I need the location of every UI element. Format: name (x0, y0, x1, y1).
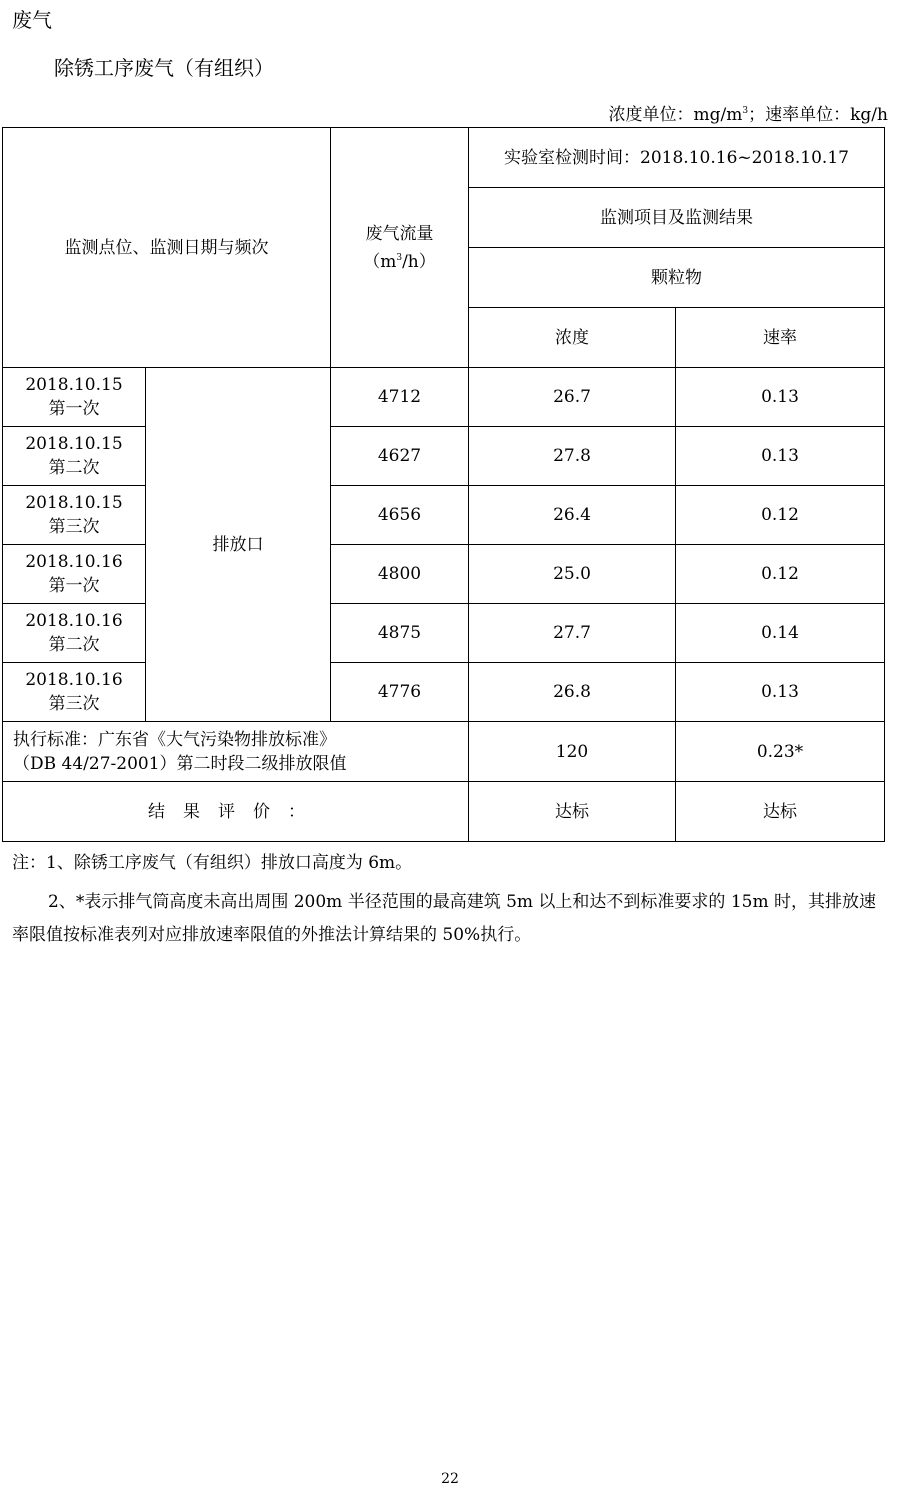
units-sup: 3 (742, 106, 749, 116)
monitoring-table (2, 127, 885, 842)
header-point-date-freq: 监测点位、监测日期与频次 (3, 128, 331, 368)
standard-line-1: 执行标准：广东省《大气污染物排放标准》 (13, 729, 336, 750)
row-date: 2018.10.15 (25, 375, 123, 395)
date-freq-cell (3, 663, 146, 722)
header-items-results: 监测项目及监测结果 (469, 188, 885, 248)
location-cell: 排放口 (146, 368, 331, 722)
header-flow-unit (331, 246, 468, 274)
row-freq: 第三次 (48, 517, 100, 537)
rate-cell: 0.13 (676, 427, 885, 486)
header-rate: 速率 (676, 308, 885, 368)
header-concentration: 浓度 (469, 308, 676, 368)
evaluation-label: 结果评价： (3, 782, 469, 842)
table-row (3, 368, 885, 427)
row-date: 2018.10.16 (25, 611, 123, 631)
table-row (3, 545, 885, 604)
units-note (609, 100, 888, 125)
table-row (3, 663, 885, 722)
units-prefix: 浓度单位：mg/m (608, 105, 743, 125)
conc-cell: 27.7 (469, 604, 676, 663)
conc-cell: 26.8 (469, 663, 676, 722)
row-freq: 第三次 (48, 694, 100, 714)
page-number: 22 (441, 1471, 459, 1487)
rate-cell: 0.13 (676, 663, 885, 722)
flow-unit-b: /h） (402, 251, 436, 272)
row-date: 2018.10.16 (25, 670, 123, 690)
flow-cell: 4875 (331, 604, 469, 663)
conc-cell: 26.7 (469, 368, 676, 427)
units-suffix: ；速率单位：kg/h (748, 105, 888, 125)
standard-conc-limit: 120 (469, 722, 676, 782)
flow-cell: 4776 (331, 663, 469, 722)
section-title: 废气 (12, 8, 52, 32)
date-freq-cell (3, 604, 146, 663)
row-date: 2018.10.16 (25, 552, 123, 572)
standard-rate-limit: 0.23* (676, 722, 885, 782)
flow-cell: 4800 (331, 545, 469, 604)
table-row (3, 604, 885, 663)
row-freq: 第一次 (48, 576, 100, 596)
sub-title: 除锈工序废气（有组织） (54, 56, 274, 80)
flow-cell: 4712 (331, 368, 469, 427)
row-freq: 第二次 (48, 635, 100, 655)
conc-cell: 25.0 (469, 545, 676, 604)
conc-cell: 26.4 (469, 486, 676, 545)
standard-label (3, 722, 469, 782)
date-freq-cell (3, 486, 146, 545)
header-flow-label: 废气流量 (365, 223, 434, 244)
rate-cell: 0.14 (676, 604, 885, 663)
date-freq-cell (3, 368, 146, 427)
header-flow (331, 128, 469, 368)
evaluation-row (3, 782, 885, 842)
rate-cell: 0.13 (676, 368, 885, 427)
note-1: 注：1、除锈工序废气（有组织）排放口高度为 6m。 (12, 853, 413, 873)
note-2: 2、*表示排气筒高度未高出周围 200m 半径范围的最高建筑 5m 以上和达不到标准要求的 15m 时，其排放速率限值按标准表列对应排放速率限值的外推法计算结果的 50%执行。 (12, 892, 876, 945)
row-date: 2018.10.15 (25, 493, 123, 513)
row-date: 2018.10.15 (25, 434, 123, 454)
evaluation-rate-result: 达标 (676, 782, 885, 842)
conc-cell: 27.8 (469, 427, 676, 486)
header-lab-time: 实验室检测时间：2018.10.16~2018.10.17 (469, 128, 885, 188)
table-row (3, 486, 885, 545)
flow-unit-sup: 3 (396, 252, 403, 263)
flow-cell: 4627 (331, 427, 469, 486)
header-pollutant: 颗粒物 (469, 248, 885, 308)
table-row (3, 427, 885, 486)
notes (12, 848, 890, 952)
row-freq: 第一次 (48, 399, 100, 419)
date-freq-cell (3, 427, 146, 486)
evaluation-conc-result: 达标 (469, 782, 676, 842)
flow-unit-a: （m (363, 251, 397, 272)
flow-cell: 4656 (331, 486, 469, 545)
row-freq: 第二次 (48, 458, 100, 478)
rate-cell: 0.12 (676, 545, 885, 604)
standard-line-2: （DB 44/27-2001）第二时段二级排放限值 (13, 753, 347, 774)
date-freq-cell (3, 545, 146, 604)
rate-cell: 0.12 (676, 486, 885, 545)
standard-row (3, 722, 885, 782)
